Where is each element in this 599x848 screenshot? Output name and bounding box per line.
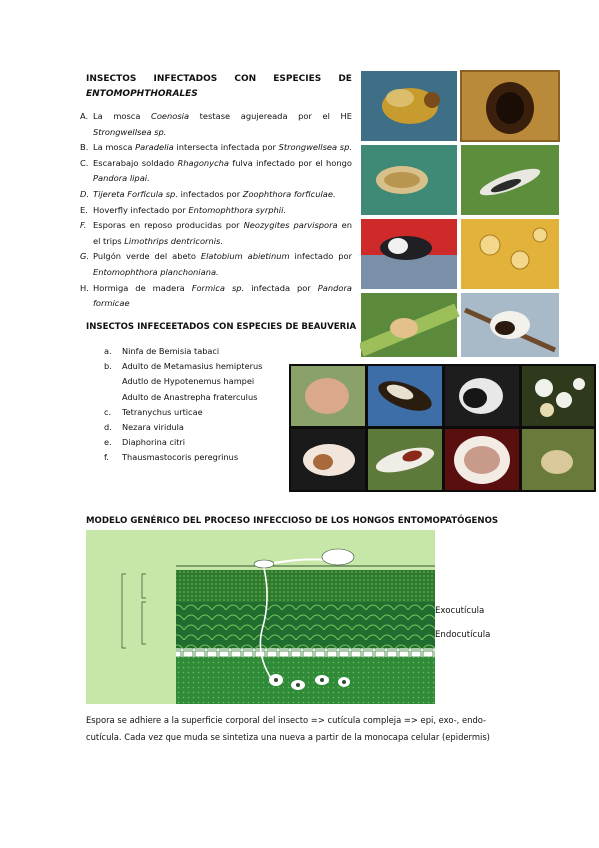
list-item	[80, 203, 352, 219]
text-run: infectada por	[244, 282, 318, 293]
text-run: en el trips	[93, 220, 352, 246]
section1-heading	[86, 72, 352, 102]
list-item	[104, 344, 262, 359]
endocuticle-label: Endocutícula	[435, 630, 491, 640]
list-item-line: Adulto de Metamasius hemipterus	[122, 361, 263, 372]
photo-panel-d	[522, 366, 594, 426]
infection-process-diagram	[86, 530, 435, 704]
photo-panel-h	[291, 429, 365, 490]
list-item-line: Nezara viridula	[122, 422, 184, 433]
species-name: Formica sp.	[191, 282, 245, 293]
list-item-marker: G.	[80, 251, 90, 262]
photo-panel-a	[291, 366, 365, 426]
text-run: La mosca	[93, 111, 152, 121]
species-name: Paradelia	[135, 142, 174, 153]
list-item-marker: H.	[80, 282, 89, 293]
list-item-marker: c.	[104, 406, 112, 417]
list-item-text	[93, 140, 352, 156]
list-item-text	[93, 281, 352, 312]
list-item	[104, 405, 262, 420]
list-item	[104, 435, 262, 450]
photo-panel-e	[522, 429, 594, 490]
list-item-text	[93, 109, 352, 140]
list-item-text	[93, 218, 352, 249]
list-item	[80, 156, 352, 187]
photo-panel-c	[445, 366, 519, 426]
text-run: Esporas en reposo producidas por	[93, 220, 244, 231]
species-name: Neozygites parvispora	[243, 220, 338, 231]
list-item-marker: e.	[104, 437, 112, 448]
text-run: fulva infectado por el hongo	[229, 157, 352, 168]
photo-panel-e	[361, 219, 457, 289]
text-run: intersecta infectada por	[173, 142, 279, 153]
list-item	[80, 218, 352, 249]
heading-word: INSECTOS	[86, 74, 137, 84]
list-item-marker: C.	[80, 157, 89, 168]
species-name: Coenosia	[151, 111, 190, 121]
list-item-text	[93, 187, 336, 203]
list-item-line: Adutlo de Hypotenemus hampei	[122, 376, 255, 387]
list-item-text	[122, 359, 262, 405]
list-item-marker: d.	[104, 422, 112, 433]
list-item-line: Tetranychus urticae	[122, 406, 203, 417]
photo-panel-f	[445, 429, 519, 490]
heading-word: ESPECIES	[273, 74, 322, 84]
text-run: La mosca	[93, 142, 136, 153]
list-item	[80, 109, 352, 140]
list-item-marker: f.	[104, 452, 109, 463]
species-name: Strongwellsea sp.	[93, 126, 167, 137]
photo-panel-h	[461, 293, 559, 357]
species-name: Tijereta Forficula sp.	[93, 188, 178, 199]
text-run: Escarabajo soldado	[93, 157, 178, 168]
list-item	[104, 359, 262, 405]
entomophthorales-list	[80, 109, 352, 312]
text-run: infectado por	[289, 251, 352, 262]
list-item-line: Adulto de Anastrepha fraterculus	[122, 391, 258, 402]
photo-panel-g	[361, 293, 457, 357]
text-run: Hoverfly infectado por	[93, 204, 189, 215]
list-item-text	[93, 203, 286, 219]
heading-word: CON	[234, 74, 257, 84]
text-run: infectados por	[177, 188, 243, 199]
text-run: testase agujereada por el HE	[189, 111, 352, 121]
description-paragraph: Espora se adhiere a la superficie corporal del insecto => cutícula compleja => epi, exo-, endo-cutícula. Cada vez que muda se sintetiza una nueva a partir de la monocapa celular (epidermis)	[86, 715, 490, 742]
list-item-marker: a.	[104, 346, 112, 356]
list-item-text	[93, 156, 352, 187]
list-item	[80, 140, 352, 156]
list-item	[80, 249, 352, 280]
list-item-marker: F.	[80, 220, 87, 231]
list-item-line: Thausmastocoris peregrinus	[122, 452, 239, 463]
list-item-text	[122, 420, 184, 435]
heading-word: INFECTADOS	[153, 74, 218, 84]
photo-panel-a	[361, 71, 457, 141]
photo-panel-b	[368, 366, 442, 426]
section1-heading-line1	[86, 72, 352, 87]
photo-panel-b	[461, 71, 559, 141]
species-name: Pandora lipai.	[93, 173, 150, 184]
list-item	[104, 450, 262, 465]
heading-word: DE	[338, 74, 352, 84]
species-name: Limothrips dentricornis.	[124, 235, 223, 246]
list-item-text	[122, 450, 238, 465]
section3-heading: MODELO GENÉRICO DEL PROCESO INFECCIOSO DE LOS HONGOS ENTOMOPATÓGENOS	[86, 516, 499, 526]
list-item-text	[122, 435, 185, 450]
entomophthorales-photo-grid	[360, 70, 560, 358]
species-name: Strongwellsea sp.	[278, 142, 352, 153]
text-run: Pulgón verde del abeto	[93, 251, 201, 262]
beauveria-photo-grid	[289, 364, 596, 492]
photo-panel-f	[461, 219, 559, 289]
species-name: Entomophthora syrphii.	[188, 204, 287, 215]
list-item-marker: E.	[80, 204, 88, 215]
species-name: Zoophthora forficulae.	[242, 188, 336, 199]
list-item-text	[122, 344, 219, 359]
photo-panel-d	[461, 145, 559, 215]
list-item-marker: b.	[104, 361, 112, 372]
species-name: Elatobium abietinum	[200, 251, 290, 262]
list-item-marker: B.	[80, 142, 89, 153]
species-name: Rhagonycha	[177, 157, 229, 168]
species-name: Entomophthora planchoniana.	[93, 266, 219, 277]
list-item	[80, 281, 352, 312]
list-item	[80, 187, 352, 203]
text-run: Hormiga de madera	[93, 282, 192, 293]
list-item-line: Diaphorina citri	[122, 437, 186, 448]
section2-heading: INSECTOS INFECEETADOS CON ESPECIES DE BEAUVERIA	[86, 322, 357, 332]
photo-panel-c	[361, 145, 457, 215]
beauveria-list	[104, 344, 262, 466]
list-item-line: Ninfa de Bemisia tabaci	[122, 346, 220, 356]
list-item-marker: D.	[80, 188, 90, 199]
list-item-marker: A.	[80, 111, 89, 121]
list-item	[104, 420, 262, 435]
exocuticle-label: Exocutícula	[435, 606, 485, 616]
list-item-text	[93, 249, 352, 280]
section1-heading-line2: ENTOMOPHTHORALES	[86, 89, 198, 99]
photo-panel-g	[368, 429, 442, 490]
list-item-text	[122, 405, 203, 420]
species-name: Pandora formicae	[93, 282, 352, 309]
